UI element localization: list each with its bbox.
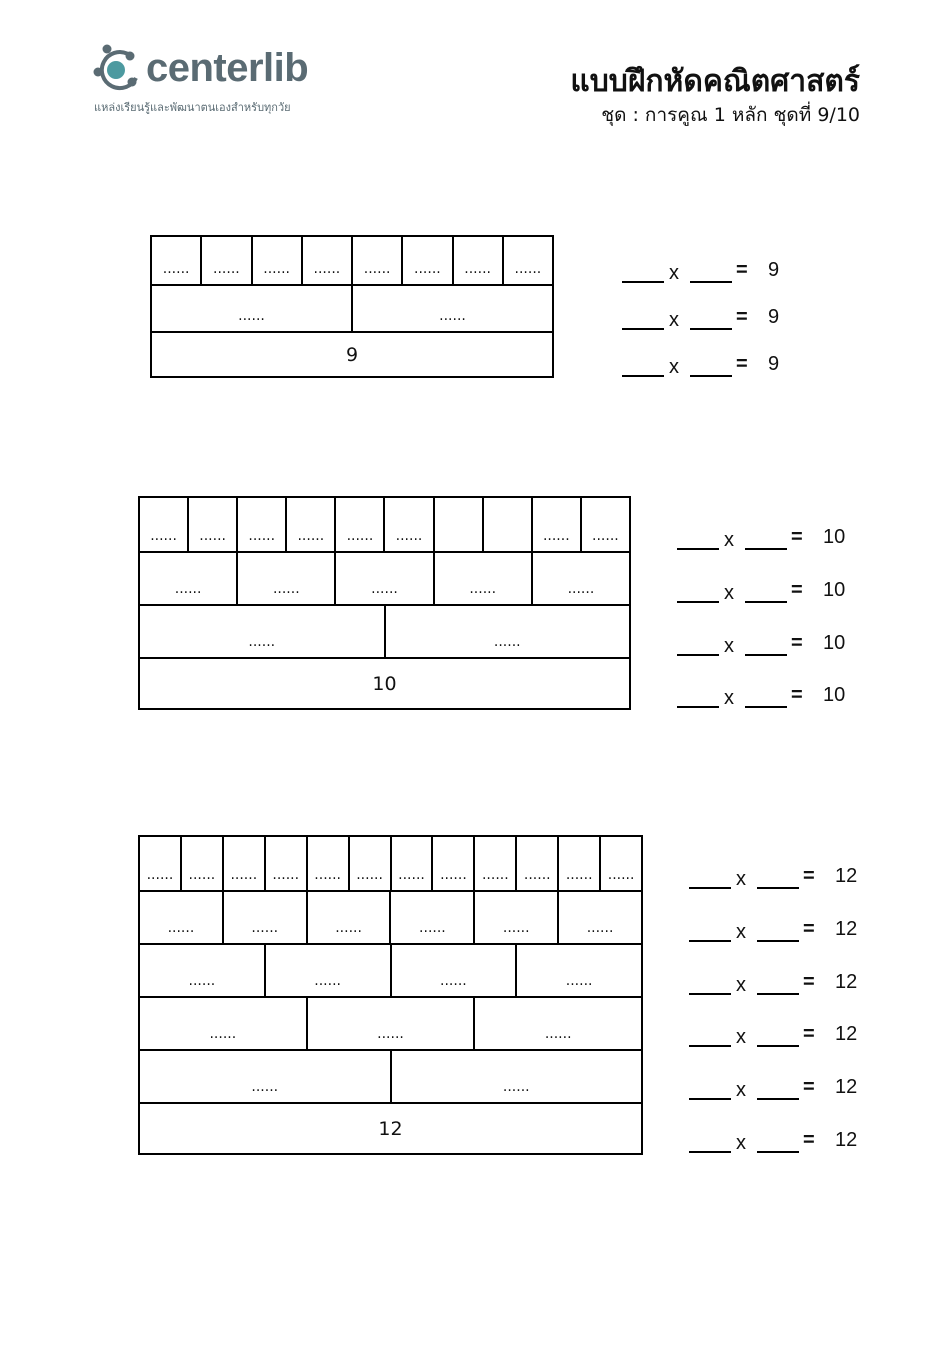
product-value: 12 <box>835 865 858 887</box>
bar-blank-cell[interactable]: ...... <box>599 837 641 890</box>
factor-blank-1[interactable] <box>677 601 719 603</box>
fraction-bar-diagram <box>138 835 643 1155</box>
bar-blank-cell[interactable]: ...... <box>251 237 301 284</box>
factor-blank-2[interactable] <box>757 1098 799 1100</box>
bar-row <box>140 837 641 890</box>
multiplication-equation <box>689 1123 889 1153</box>
bar-blank-cell[interactable]: ...... <box>431 837 473 890</box>
logo-tagline: แหล่งเรียนรู้และพัฒนาตนเองสำหรับทุกวัย <box>94 101 291 114</box>
bar-total-cell: 12 <box>378 1118 403 1140</box>
bar-row <box>140 604 629 657</box>
bar-blank-cell[interactable]: ...... <box>306 892 390 943</box>
bar-blank-cell[interactable]: ...... <box>236 498 285 551</box>
times-sign: x <box>724 634 734 657</box>
bar-blank-cell[interactable]: ...... <box>390 1051 642 1102</box>
product-value: 10 <box>823 684 846 707</box>
equals-sign: = <box>803 1023 815 1046</box>
bar-row <box>152 237 552 284</box>
bar-blank-cell[interactable]: ...... <box>502 237 552 284</box>
bar-row <box>140 1102 641 1155</box>
bar-row <box>152 331 552 378</box>
product-value: 10 <box>823 631 846 654</box>
factor-blank-1[interactable] <box>677 654 719 656</box>
factor-blank-2[interactable] <box>690 328 732 330</box>
bar-blank-cell[interactable]: ...... <box>150 528 177 544</box>
bar-blank-cell[interactable]: ...... <box>264 837 306 890</box>
equals-sign: = <box>803 1076 815 1099</box>
equals-sign: = <box>736 259 748 281</box>
times-sign: x <box>736 1026 746 1049</box>
bar-blank-cell[interactable]: ...... <box>433 553 531 604</box>
bar-blank-cell[interactable]: ...... <box>167 920 195 936</box>
factor-blank-2[interactable] <box>745 706 787 708</box>
bar-blank-cell[interactable]: ...... <box>515 837 557 890</box>
times-sign: x <box>736 1132 746 1154</box>
bar-blank-cell[interactable]: ...... <box>351 286 552 331</box>
bar-blank-cell[interactable]: ...... <box>222 837 264 890</box>
multiplication-equation <box>689 1070 889 1100</box>
bar-blank-cell[interactable]: ...... <box>390 837 432 890</box>
factor-blank-2[interactable] <box>757 1151 799 1153</box>
times-sign: x <box>724 687 734 710</box>
equals-sign: = <box>791 578 803 601</box>
bar-row <box>152 284 552 331</box>
factor-blank-2[interactable] <box>745 548 787 550</box>
multiplication-equation <box>677 520 877 550</box>
bar-row <box>140 1049 641 1102</box>
bar-blank-cell[interactable]: ...... <box>251 1079 279 1095</box>
equals-sign: = <box>736 353 748 375</box>
molecule-logo-icon <box>92 42 144 94</box>
product-value: 12 <box>835 917 858 940</box>
factor-blank-1[interactable] <box>689 1045 731 1047</box>
bar-blank-cell[interactable]: ...... <box>452 237 502 284</box>
times-sign: x <box>724 581 734 604</box>
bar-blank-cell[interactable]: ...... <box>200 237 250 284</box>
bar-row <box>140 657 629 710</box>
equals-sign: = <box>791 684 803 707</box>
bar-blank-cell[interactable]: ...... <box>248 634 276 650</box>
factor-blank-1[interactable] <box>677 548 719 550</box>
bar-blank-cell[interactable]: ...... <box>580 498 629 551</box>
multiplication-equation <box>677 678 877 708</box>
bar-blank-cell[interactable]: ...... <box>264 945 390 996</box>
bar-blank-cell[interactable] <box>482 498 531 551</box>
factor-blank-1[interactable] <box>677 706 719 708</box>
bar-row <box>140 943 641 996</box>
multiplication-equation <box>689 859 889 889</box>
equals-sign: = <box>803 917 815 940</box>
bar-blank-cell[interactable]: ...... <box>334 553 432 604</box>
product-value: 12 <box>835 1129 858 1151</box>
product-value: 12 <box>835 970 858 993</box>
times-sign: x <box>736 973 746 996</box>
times-sign: x <box>736 1079 746 1102</box>
factor-blank-1[interactable] <box>689 887 731 889</box>
bar-blank-cell[interactable]: ...... <box>146 867 174 883</box>
bar-blank-cell[interactable]: ...... <box>473 998 641 1049</box>
multiplication-equation <box>622 253 822 283</box>
times-sign: x <box>669 356 679 378</box>
factor-blank-2[interactable] <box>757 887 799 889</box>
product-value: 9 <box>768 259 780 281</box>
product-value: 9 <box>768 353 780 375</box>
bar-row <box>140 890 641 943</box>
product-value: 9 <box>768 306 780 328</box>
bar-blank-cell[interactable]: ...... <box>389 892 473 943</box>
bar-blank-cell[interactable]: ...... <box>222 892 306 943</box>
times-sign: x <box>669 262 679 284</box>
factor-blank-1[interactable] <box>622 375 664 377</box>
bar-blank-cell[interactable]: ...... <box>236 553 334 604</box>
bar-blank-cell[interactable]: ...... <box>238 308 265 324</box>
factor-blank-1[interactable] <box>689 940 731 942</box>
bar-blank-cell[interactable]: ...... <box>187 498 236 551</box>
product-value: 12 <box>835 1023 858 1046</box>
multiplication-equation <box>689 965 889 995</box>
equals-sign: = <box>803 1129 815 1151</box>
equals-sign: = <box>803 970 815 993</box>
bar-row <box>140 996 641 1049</box>
factor-blank-2[interactable] <box>745 601 787 603</box>
times-sign: x <box>736 920 746 943</box>
bar-row <box>140 551 629 604</box>
factor-blank-2[interactable] <box>745 654 787 656</box>
factor-blank-2[interactable] <box>757 940 799 942</box>
bar-blank-cell[interactable]: ...... <box>285 498 334 551</box>
times-sign: x <box>724 529 734 551</box>
bar-blank-cell[interactable]: ...... <box>334 498 383 551</box>
bar-blank-cell[interactable]: ...... <box>306 998 474 1049</box>
multiplication-equation <box>677 626 877 656</box>
bar-row <box>140 498 629 551</box>
bar-blank-cell[interactable]: ...... <box>473 837 515 890</box>
product-value: 12 <box>835 1076 858 1099</box>
product-value: 10 <box>823 578 846 601</box>
centerlib-logo <box>92 42 352 122</box>
factor-blank-2[interactable] <box>690 281 732 283</box>
bar-blank-cell[interactable]: ...... <box>209 1026 237 1042</box>
multiplication-equation <box>689 1017 889 1047</box>
bar-blank-cell[interactable]: ...... <box>390 945 516 996</box>
page-subtitle: ชุด : การคูณ 1 หลัก ชุดที่ 9/10 <box>601 104 860 126</box>
multiplication-equation <box>677 573 877 603</box>
factor-blank-2[interactable] <box>757 1045 799 1047</box>
bar-blank-cell[interactable]: ...... <box>180 837 222 890</box>
factor-blank-1[interactable] <box>622 328 664 330</box>
bar-blank-cell[interactable]: ...... <box>383 498 432 551</box>
bar-blank-cell[interactable]: ...... <box>515 945 641 996</box>
factor-blank-2[interactable] <box>690 375 732 377</box>
multiplication-equation <box>622 347 822 377</box>
logo-wordmark: centerlib <box>146 46 309 90</box>
bar-blank-cell[interactable]: ...... <box>348 837 390 890</box>
multiplication-equation <box>689 912 889 942</box>
factor-blank-1[interactable] <box>689 1151 731 1153</box>
factor-blank-1[interactable] <box>689 993 731 995</box>
factor-blank-1[interactable] <box>689 1098 731 1100</box>
bar-blank-cell[interactable]: ...... <box>188 973 216 989</box>
bar-total-cell: 9 <box>345 344 359 366</box>
page-title: แบบฝึกหัดคณิตศาสตร์ <box>570 64 860 99</box>
times-sign: x <box>736 868 746 890</box>
bar-blank-cell[interactable] <box>433 498 482 551</box>
bar-blank-cell[interactable]: ...... <box>301 237 351 284</box>
bar-blank-cell[interactable]: ...... <box>473 892 557 943</box>
times-sign: x <box>669 309 679 331</box>
bar-total-cell: 10 <box>372 673 397 695</box>
bar-blank-cell[interactable]: ...... <box>351 237 401 284</box>
product-value: 10 <box>823 526 846 548</box>
bar-blank-cell[interactable]: ...... <box>401 237 451 284</box>
bar-blank-cell[interactable]: ...... <box>557 837 599 890</box>
bar-blank-cell[interactable]: ...... <box>306 837 348 890</box>
equals-sign: = <box>791 526 803 548</box>
bar-blank-cell[interactable]: ...... <box>162 261 190 277</box>
bar-blank-cell[interactable]: ...... <box>531 498 580 551</box>
fraction-bar-diagram <box>150 235 554 378</box>
equals-sign: = <box>736 306 748 328</box>
bar-blank-cell[interactable]: ...... <box>531 553 629 604</box>
equals-sign: = <box>803 865 815 887</box>
factor-blank-2[interactable] <box>757 993 799 995</box>
bar-blank-cell[interactable]: ...... <box>557 892 641 943</box>
factor-blank-1[interactable] <box>622 281 664 283</box>
equals-sign: = <box>791 631 803 654</box>
bar-blank-cell[interactable]: ...... <box>384 606 630 657</box>
bar-blank-cell[interactable]: ...... <box>174 581 202 597</box>
fraction-bar-diagram <box>138 496 631 710</box>
multiplication-equation <box>622 300 822 330</box>
